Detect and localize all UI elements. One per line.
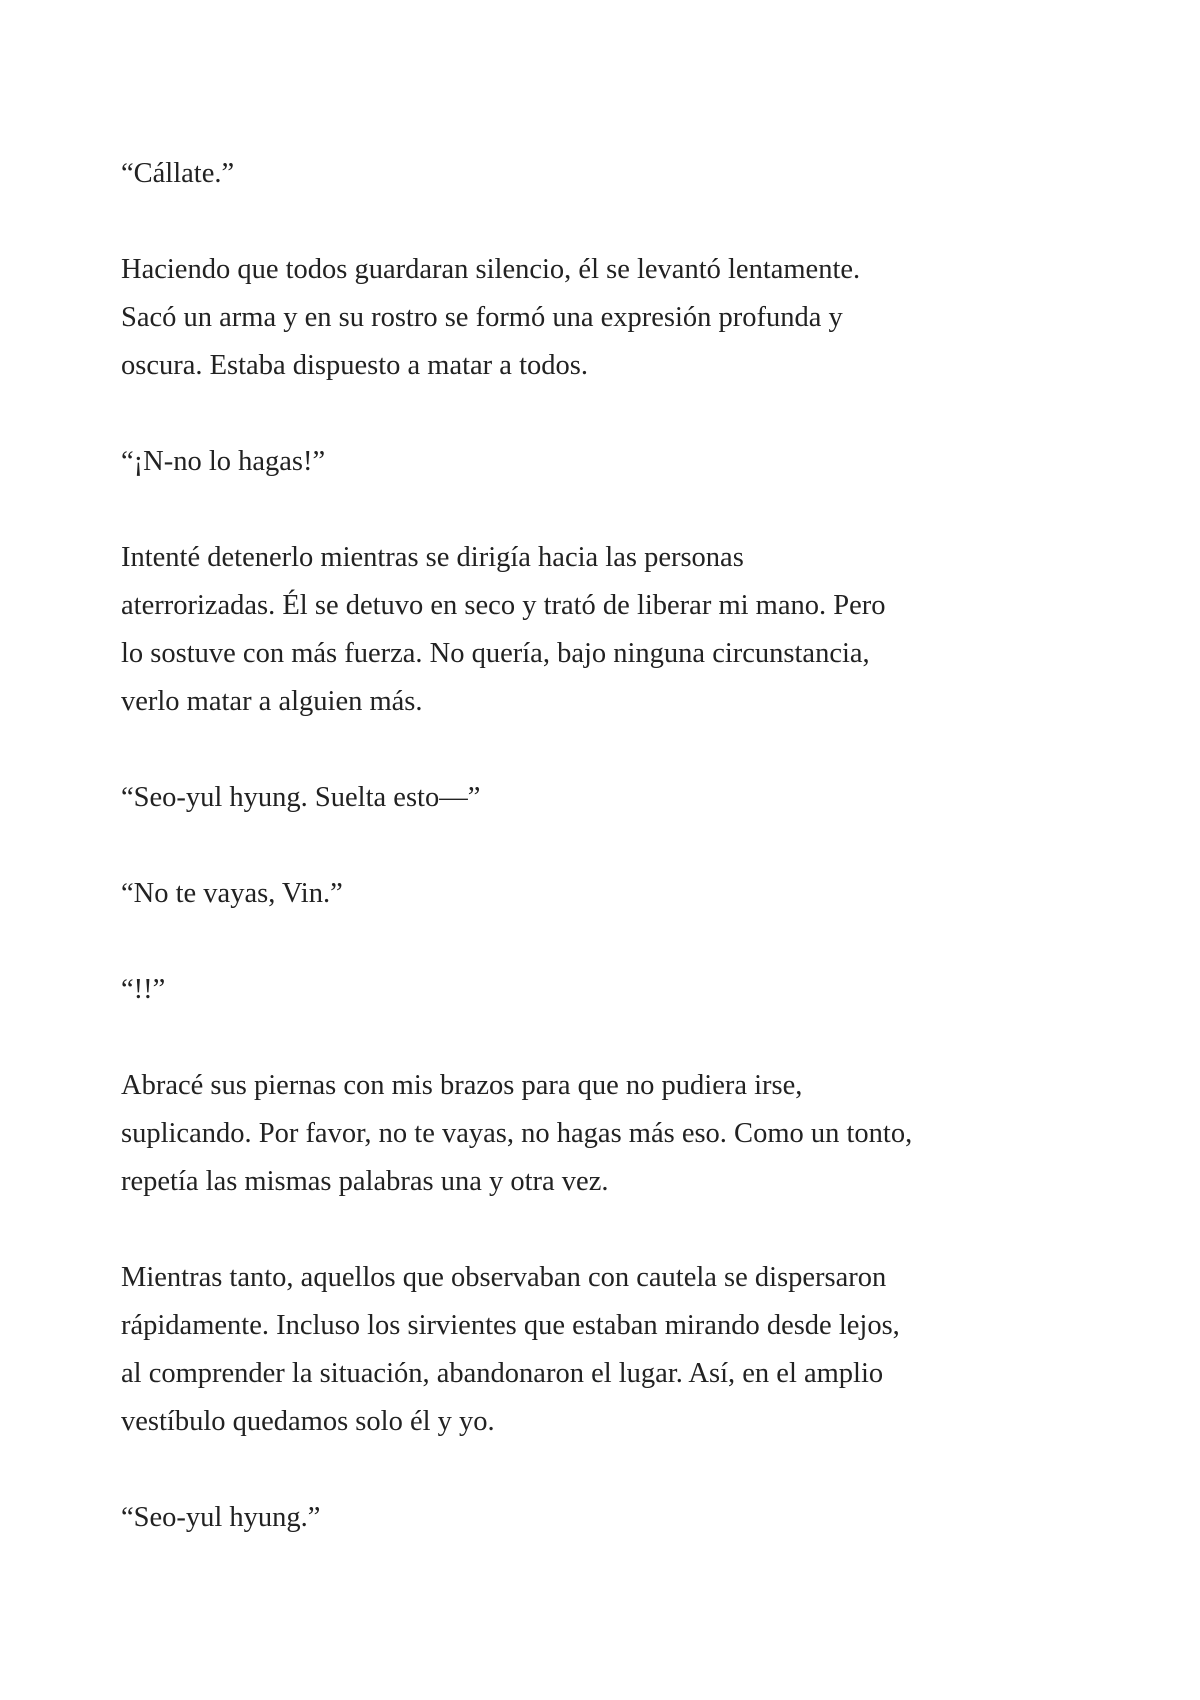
dialogue-exclamation (121, 966, 1101, 1014)
text-line: aterrorizadas. Él se detuvo en seco y trató de liberar mi mano. Pero (121, 590, 886, 621)
text-line: Mientras tanto, aquellos que observaban con cautela se dispersaron (121, 1262, 887, 1293)
text-line: “Seo-yul hyung. Suelta esto—” (121, 782, 481, 813)
document-page (121, 150, 1101, 1590)
text-line: al comprender la situación, abandonaron el lugar. Así, en el amplio (121, 1358, 884, 1389)
text-line: “Cállate.” (121, 158, 235, 189)
text-line: “Seo-yul hyung.” (121, 1502, 321, 1533)
text-line: suplicando. Por favor, no te vayas, no hagas más eso. Como un tonto, (121, 1118, 913, 1149)
text-line: Haciendo que todos guardaran silencio, él se levantó lentamente. (121, 254, 861, 285)
text-line: “No te vayas, Vin.” (121, 878, 343, 909)
text-line: verlo matar a alguien más. (121, 686, 423, 717)
narration-paragraph (121, 534, 1101, 726)
text-line: Abracé sus piernas con mis brazos para que no pudiera irse, (121, 1070, 803, 1101)
text-line: lo sostuve con más fuerza. No quería, bajo ninguna circunstancia, (121, 638, 870, 669)
dialogue-seo-yul-hyung (121, 1494, 1101, 1542)
dialogue-suelta-esto (121, 774, 1101, 822)
text-line: Sacó un arma y en su rostro se formó una expresión profunda y (121, 302, 843, 333)
text-line: Intenté detenerlo mientras se dirigía hacia las personas (121, 542, 744, 573)
text-line: “¡N-no lo hagas!” (121, 446, 326, 477)
narration-paragraph (121, 1254, 1101, 1446)
dialogue-no-lo-hagas (121, 438, 1101, 486)
text-line: vestíbulo quedamos solo él y yo. (121, 1406, 495, 1437)
dialogue-no-te-vayas (121, 870, 1101, 918)
narration-paragraph (121, 1062, 1101, 1206)
dialogue-callate (121, 150, 1101, 198)
text-line: repetía las mismas palabras una y otra vez. (121, 1166, 609, 1197)
text-line: rápidamente. Incluso los sirvientes que estaban mirando desde lejos, (121, 1310, 900, 1341)
narration-paragraph (121, 246, 1101, 390)
text-line: “!!” (121, 974, 166, 1005)
text-line: oscura. Estaba dispuesto a matar a todos. (121, 350, 588, 381)
